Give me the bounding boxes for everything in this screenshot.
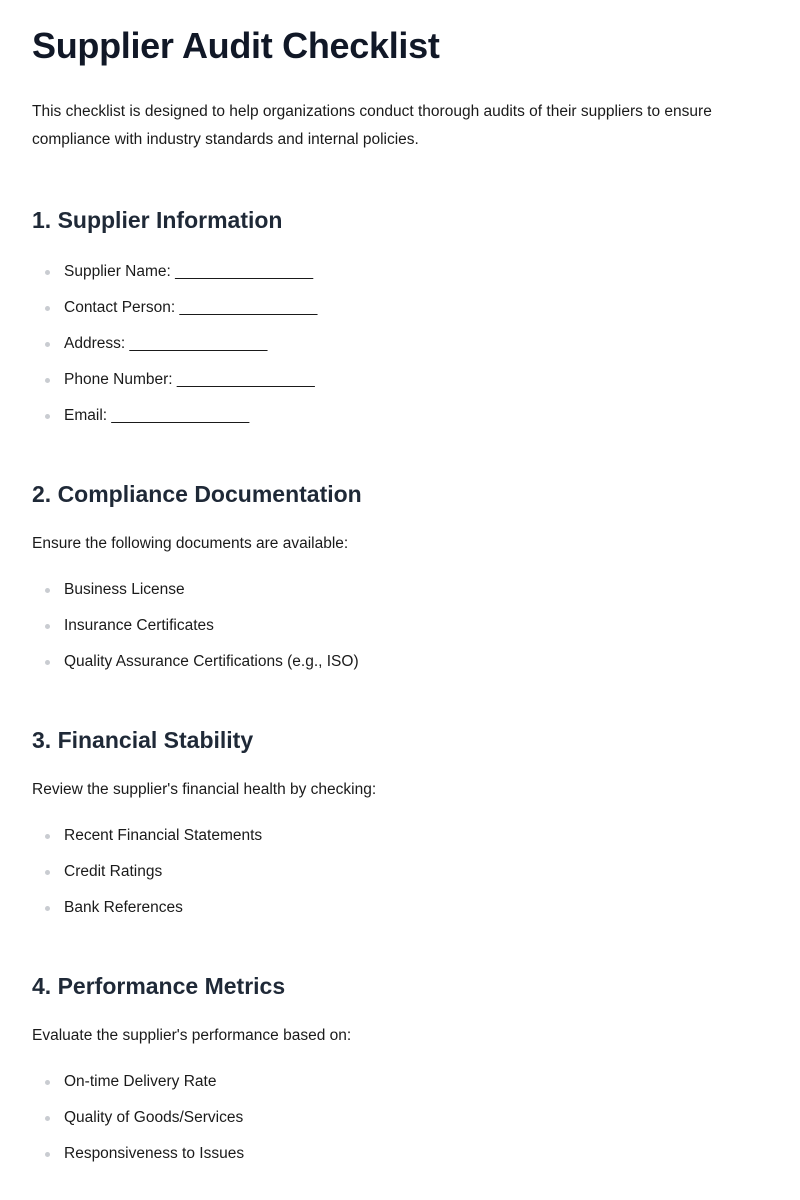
list-item [32,824,768,848]
bullet-icon [45,342,50,347]
bullet-icon [45,906,50,911]
section-heading: 4. Performance Metrics [32,973,286,999]
list-item-text: Contact Person: ________________ [64,299,318,316]
bullet-icon [45,624,50,629]
list-item [32,860,768,884]
list-item-text: Credit Ratings [64,863,163,880]
list-item [32,404,768,428]
bullet-icon [45,588,50,593]
list-item-text: Address: ________________ [64,335,268,352]
document-list [32,578,768,674]
section-description: Ensure the following documents are available: [32,535,349,552]
list-item [32,1142,768,1166]
bullet-icon [45,1116,50,1121]
list-item-text: Recent Financial Statements [64,827,263,844]
list-item-text: Phone Number: ________________ [64,371,315,388]
financial-list [32,824,768,920]
list-item [32,296,768,320]
bullet-icon [45,414,50,419]
list-item-text: Quality of Goods/Services [64,1109,244,1126]
metrics-list [32,1070,768,1166]
intro-paragraph: This checklist is designed to help organizations conduct thorough audits of their suppliers to ensure compliance with industry standards and internal policies. [32,103,712,148]
list-item [32,578,768,602]
bullet-icon [45,270,50,275]
section-compliance-documentation [32,478,768,674]
list-item-text: Responsiveness to Issues [64,1145,245,1162]
bullet-icon [45,870,50,875]
section-performance-metrics [32,970,768,1166]
list-item [32,260,768,284]
list-item-text: Quality Assurance Certifications (e.g., ISO) [64,653,359,670]
bullet-icon [45,1080,50,1085]
section-description: Evaluate the supplier's performance based on: [32,1027,352,1044]
bullet-icon [45,834,50,839]
list-item [32,332,768,356]
field-list [32,260,768,428]
section-heading: 3. Financial Stability [32,727,254,753]
list-item-text: On-time Delivery Rate [64,1073,217,1090]
list-item-text: Insurance Certificates [64,617,214,634]
section-description: Review the supplier's financial health by checking: [32,781,377,798]
list-item [32,614,768,638]
list-item [32,650,768,674]
bullet-icon [45,306,50,311]
list-item-text: Business License [64,581,185,598]
list-item-text: Bank References [64,899,183,916]
page-title: Supplier Audit Checklist [32,25,440,66]
list-item [32,1106,768,1130]
list-item-text: Supplier Name: ________________ [64,263,314,280]
section-heading: 2. Compliance Documentation [32,481,362,507]
list-item-text: Email: ________________ [64,407,250,424]
list-item [32,368,768,392]
bullet-icon [45,378,50,383]
section-supplier-information [32,204,768,428]
list-item [32,896,768,920]
bullet-icon [45,660,50,665]
bullet-icon [45,1152,50,1157]
section-heading: 1. Supplier Information [32,207,283,233]
section-financial-stability [32,724,768,920]
list-item [32,1070,768,1094]
